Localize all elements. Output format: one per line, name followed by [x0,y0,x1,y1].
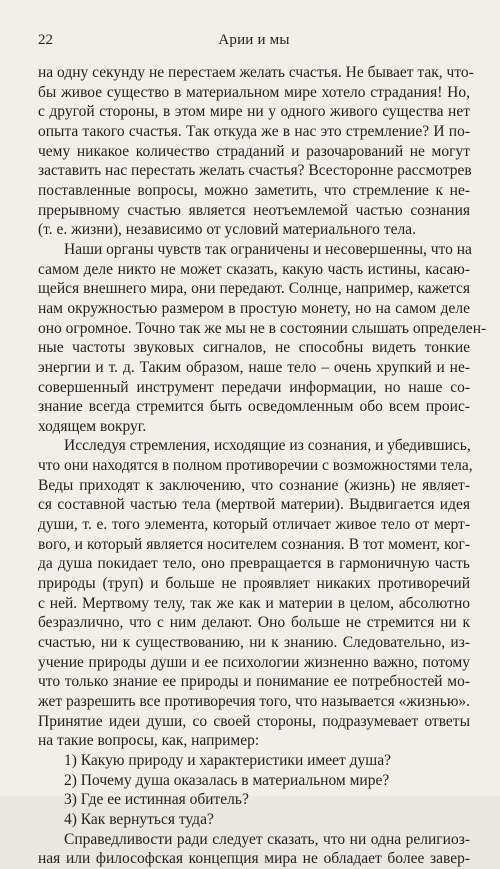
page-header [38,30,470,50]
text-line: что только знание ее природы и понимание ее потребностей мо- [38,673,470,691]
text-line: ходящем вокруг. [38,417,147,435]
text-line: (т. е. жизни), независимо от условий материального тела. [38,221,416,239]
text-line: учение природы души и ее психологии жизненно важно, потому [38,653,470,671]
text-line: ные частоты звуковых сигналов, не способны видеть тонкие [38,339,470,357]
text-line: счастью, ни к существованию, ни к знанию. Следовательно, из- [38,634,470,652]
text-line: безразлично, что с ним делают. Оно больше не стремится ни к [38,614,470,632]
text-line: Исследуя стремления, исходящие из сознания, и убедившись, [64,437,471,455]
text-line: бы живое существо в материальном мире хотело страдания! Но, [38,83,470,101]
text-line: ная или философская концепция мира не обладает более завер- [38,850,470,868]
text-line: да душа покидает тело, оно превращается в гармоничную часть [38,555,470,573]
text-line: Справедливости ради следует сказать, что ни одна религиоз- [64,830,470,848]
text-line: поставленные вопросы, можно заметить, что стремление к не- [38,181,470,199]
text-line: совершенный инструмент передачи информации, но наше со- [38,378,470,396]
text-line: на такие вопросы, как, например: [38,732,260,750]
text-line: души, т. е. того элемента, который отличает живое тело от мерт- [38,516,470,534]
text-line: что они находятся в полном противоречии с возможностями тела, [38,457,473,475]
text-line: прерывному счастью является неотъемлемой частью сознания [38,201,470,219]
text-line: энергии и т. д. Таким образом, наше тело – очень хрупкий и не- [38,358,470,376]
text-line: ся составной частью тела (мертвой материи). Выдвигается идея [38,496,470,514]
text-line: опыта такого счастья. Так откуда же в нас это стремление? И по- [38,122,470,140]
text-line: на одну секунду не перестаем желать счастья. Не бывает так, что- [38,64,474,81]
list-item: 4) Как вернуться туда? [64,810,214,828]
text-line: природы (труп) и больше не проявляет никаких противоречий [38,575,470,593]
page-number: 22 [38,32,53,48]
text-line: самом деле никто не может сказать, какую часть истины, касаю- [38,260,470,278]
text-line: с другой стороны, в этом мире ни у одного живого существа нет [38,103,470,121]
list-item: 2) Почему душа оказалась в материальном мире? [64,771,390,789]
running-title: Арии и мы [218,32,290,48]
text-line: щейся внешнего мира, они передают. Солнце, например, кажется [38,280,470,298]
text-line: знание всегда стремится быть осведомленным обо всем проис- [38,398,470,416]
text-line: нам окружностью размером в простую монету, но на самом деле [38,299,470,317]
text-line: заставить нас перестать желать счастья? Всесторонне рассмотрев [38,162,472,180]
text-line: с ней. Мертвому телу, так же как и материи в целом, абсолютно [38,594,470,612]
text-line: чему никакое количество страданий и разочарований не могут [38,142,470,160]
text-line: Принятие идеи души, со своей стороны, подразумевает ответы [38,712,470,730]
list-item: 3) Где ее истинная обитель? [64,791,249,809]
text-line: Наши органы чувств так ограничены и несовершенны, что на [64,240,472,258]
text-line: Веды приходят к заключению, что сознание (жизнь) не являет- [38,476,470,494]
text-line: жет разрешить все противоречия того, что называется «жизнью». [38,693,471,710]
body-text [38,63,487,869]
text-line: вого, и который является носителем сознания. В тот момент, ког- [38,535,470,553]
list-item: 1) Какую природу и характеристики имеет душа? [64,751,391,769]
text-line: оно огромное. Точно так же мы не в состоянии слышать определен- [38,319,487,337]
